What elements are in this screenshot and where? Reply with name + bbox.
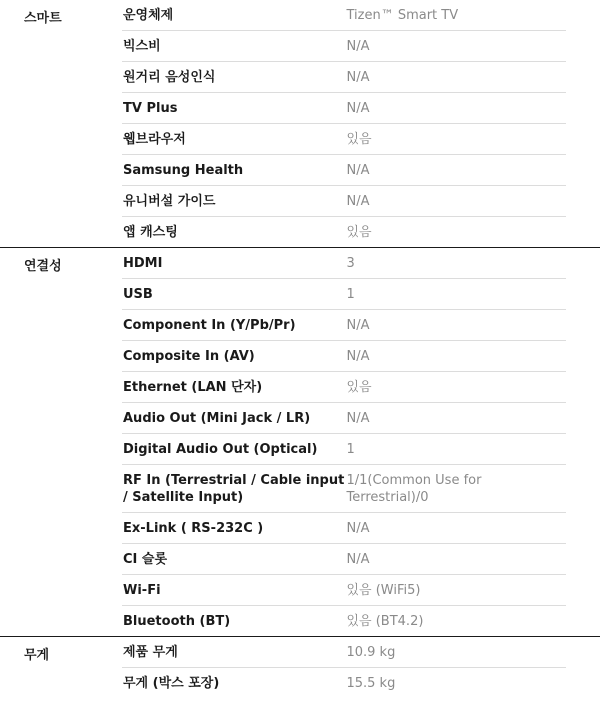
spec-row (122, 403, 566, 434)
spec-row (122, 124, 566, 155)
spec-row (122, 637, 566, 668)
spec-value: N/A (346, 39, 370, 54)
spec-value: 1/1(Common Use for Terrestrial)/0 (346, 473, 482, 505)
spec-row (122, 155, 566, 186)
spec-value: 있음 (346, 132, 372, 147)
spec-row (122, 341, 566, 372)
spec-value: 있음 (346, 225, 372, 240)
spec-group-connectivity (0, 248, 600, 637)
spec-value: 있음 (WiFi5) (346, 583, 421, 598)
spec-group-weight (0, 637, 600, 698)
spec-value: 15.5 kg (346, 676, 396, 691)
category-label: 스마트 (24, 11, 62, 26)
spec-value: N/A (346, 411, 370, 426)
spec-value: 10.9 kg (346, 645, 396, 660)
spec-label: Samsung Health (123, 163, 244, 178)
spec-label: Digital Audio Out (Optical) (123, 442, 318, 457)
spec-label: Composite In (AV) (123, 349, 255, 364)
spec-value: 3 (346, 256, 355, 271)
spec-label: Component In (Y/Pb/Pr) (123, 318, 296, 333)
spec-label: RF In (Terrestrial / Cable input / Satellite Input) (123, 473, 345, 505)
spec-label: 웹브라우저 (123, 132, 186, 147)
spec-value: N/A (346, 101, 370, 116)
spec-label: Ex-Link ( RS-232C ) (123, 521, 264, 536)
spec-label: Bluetooth (BT) (123, 614, 231, 629)
category-label: 연결성 (24, 259, 62, 274)
spec-rows (122, 248, 566, 636)
spec-row (122, 310, 566, 341)
spec-label: 빅스비 (123, 39, 161, 54)
spec-value: N/A (346, 70, 370, 85)
spec-label: USB (123, 287, 153, 302)
spec-group-smart (0, 0, 600, 248)
spec-row (122, 606, 566, 636)
spec-label: Wi-Fi (123, 583, 161, 598)
category-label: 무게 (24, 648, 50, 663)
spec-value: Tizen™ Smart TV (346, 8, 459, 23)
spec-row (122, 434, 566, 465)
spec-row (122, 465, 566, 513)
spec-row (122, 248, 566, 279)
spec-value: N/A (346, 552, 370, 567)
spec-row (122, 62, 566, 93)
spec-row (122, 513, 566, 544)
spec-row (122, 186, 566, 217)
spec-value: 있음 (346, 380, 372, 395)
spec-value: 1 (346, 287, 355, 302)
spec-rows (122, 0, 566, 247)
spec-value: N/A (346, 521, 370, 536)
spec-row (122, 544, 566, 575)
spec-value: N/A (346, 163, 370, 178)
spec-label: CI 슬롯 (123, 552, 168, 567)
spec-label: 유니버설 가이드 (123, 194, 216, 209)
spec-row (122, 31, 566, 62)
spec-value: N/A (346, 349, 370, 364)
spec-row (122, 0, 566, 31)
spec-label: 앱 캐스팅 (123, 225, 178, 240)
spec-label: 제품 무게 (123, 645, 178, 660)
spec-label: 운영체제 (123, 8, 174, 23)
spec-row (122, 93, 566, 124)
spec-label: Ethernet (LAN 단자) (123, 380, 263, 395)
spec-rows (122, 637, 566, 698)
spec-value: N/A (346, 318, 370, 333)
spec-label: 무게 (박스 포장) (123, 676, 220, 691)
spec-label: Audio Out (Mini Jack / LR) (123, 411, 311, 426)
spec-row (122, 372, 566, 403)
spec-label: 원거리 음성인식 (123, 70, 216, 85)
spec-value: N/A (346, 194, 370, 209)
spec-value: 1 (346, 442, 355, 457)
spec-label: HDMI (123, 256, 163, 271)
spec-value: 있음 (BT4.2) (346, 614, 424, 629)
spec-row (122, 279, 566, 310)
spec-label: TV Plus (123, 101, 178, 116)
spec-row (122, 668, 566, 698)
spec-row (122, 575, 566, 606)
spec-row (122, 217, 566, 247)
